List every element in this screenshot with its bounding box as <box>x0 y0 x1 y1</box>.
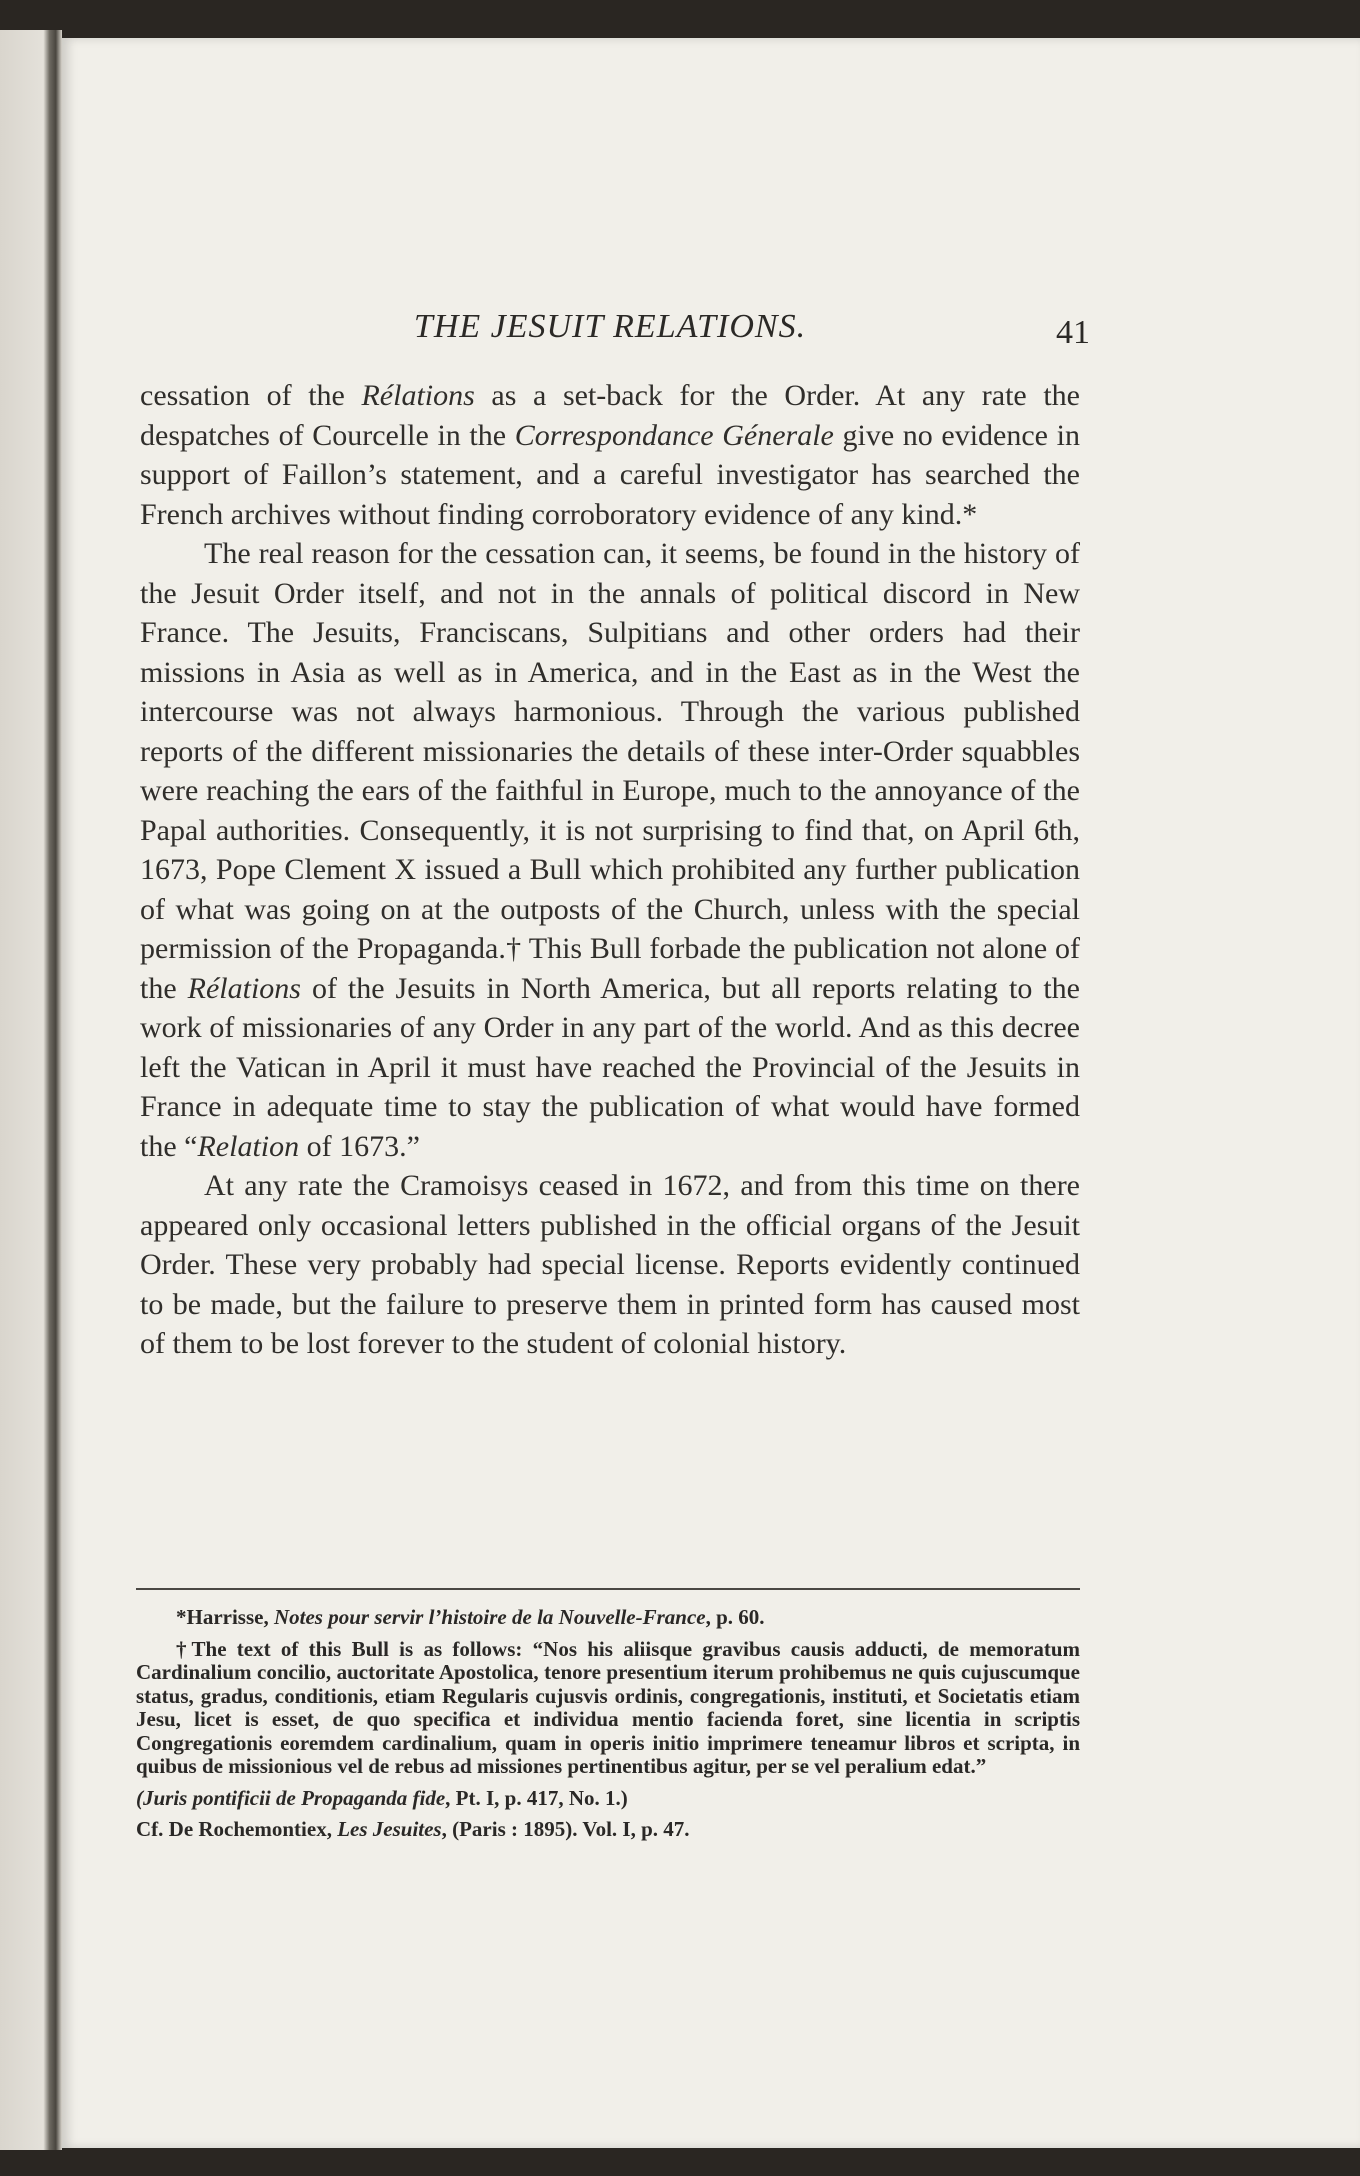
p1-text-a: cessation of the <box>140 379 362 412</box>
fn1-italic-title: Notes pour servir l’histoire de la Nouvelle-France <box>273 1605 706 1629</box>
cite2-italic: Les Jesuites <box>337 1817 442 1841</box>
footnote-1 <box>136 1606 1080 1630</box>
citation-1 <box>136 1787 1080 1811</box>
footnote-rule <box>136 1588 1080 1590</box>
p1-italic-correspondance: Correspondance Génerale <box>514 418 834 452</box>
paragraph-3: At any rate the Cramoisys ceased in 1672, and from this time on there appeared only occasional letters published in the official organs of the Jesuit Order. These very probably had special license. Reports evidently continued to be made, but the failure to preserve them in printed form has caused most of them to be lost forever to the student of colonial history. <box>140 1169 1080 1360</box>
p2-text-c: of 1673.” <box>299 1129 420 1163</box>
body-text <box>140 376 1080 1364</box>
footnote-2: †The text of this Bull is as follows: “Nos his aliisque gravibus causis adducti, de memoratum Cardinalium concilio, auctoritate Apostolica, tenore presentium iterum prohibemus ne quis cujuscumque status, gradus, conditionis, etiam Regularis cujusvis ordinis, congregationis, instituti, et Societatis etiam Jesu, licet is esset, de quo specifica et individua mentio facienda foret, sine licentia in scriptis Congregationis eoremdem cardinalium, quam in operis initio imprimere teneamur libros et scripta, in quibus de missionious vel de rebus ad missiones pertinentibus agitur, per se vel peralium edat.” <box>136 1636 1080 1778</box>
paragraph-1 <box>140 376 1080 534</box>
p1-text-b: as a set-back for the Order. At any rate the despatches of Courcelle in the <box>140 379 1080 452</box>
p2-text-a: The real reason for the cessation can, it seems, be found in the history of the Jesuit Order itself, and not in the annals of political discord in New France. The Jesuits, Franciscans, Sulpitians and other orders had their missions in Asia as well as in America, and in the East as in the West the intercourse was not always harmonious. Through the various published reports of the different missionaries the details of these inter-Order squabbles were reaching the ears of the faithful in Europe, much to the annoyance of the Papal authorities. Consequently, it is not surprising to find that, on April 6th, 1673, Pope Clement X issued a Bull which prohibited any further publication of what was going on at the outposts of the Church, unless with the special permission of the Propaganda.† This Bull forbade the publication not alone of the <box>140 537 1080 1005</box>
facing-page-edge <box>0 30 62 2150</box>
cite2-text-b: , (Paris : 1895). Vol. I, p. 47. <box>441 1817 690 1841</box>
cite1-italic: (Juris pontificii de Propaganda fide <box>136 1785 446 1810</box>
p2-text-b: of the Jesuits in North America, but all reports relating to the work of missionaries of any Order in any part of the world. And as this decree left the Vatican in April it must have reached the Provincial of the Jesuits in France in adequate time to stay the publication of what would have formed the “ <box>140 971 1080 1163</box>
p2-italic-relation: Relation <box>197 1129 300 1163</box>
citation-2 <box>136 1818 1080 1842</box>
footnotes <box>136 1606 1080 1850</box>
p1-text-c: give no evidence in support of Faillon’s statement, and a careful investigator has searched the French archives without finding corroboratory evidence of any kind.* <box>140 418 1080 531</box>
cite1-text: , Pt. I, p. 417, No. 1.) <box>445 1785 628 1810</box>
fn1-text-a: *Harrisse, <box>176 1605 274 1629</box>
running-title: THE JESUIT RELATIONS. <box>413 308 807 345</box>
paragraph-2 <box>140 534 1080 1166</box>
cite2-text-a: Cf. De Rochemontiex, <box>136 1817 338 1841</box>
p1-italic-relations: Rélations <box>361 379 475 412</box>
fn1-text-b: , p. 60. <box>705 1605 765 1629</box>
p2-italic-relations: Rélations <box>187 971 301 1005</box>
page-number: 41 <box>1056 314 1090 351</box>
page-header <box>140 308 1090 364</box>
